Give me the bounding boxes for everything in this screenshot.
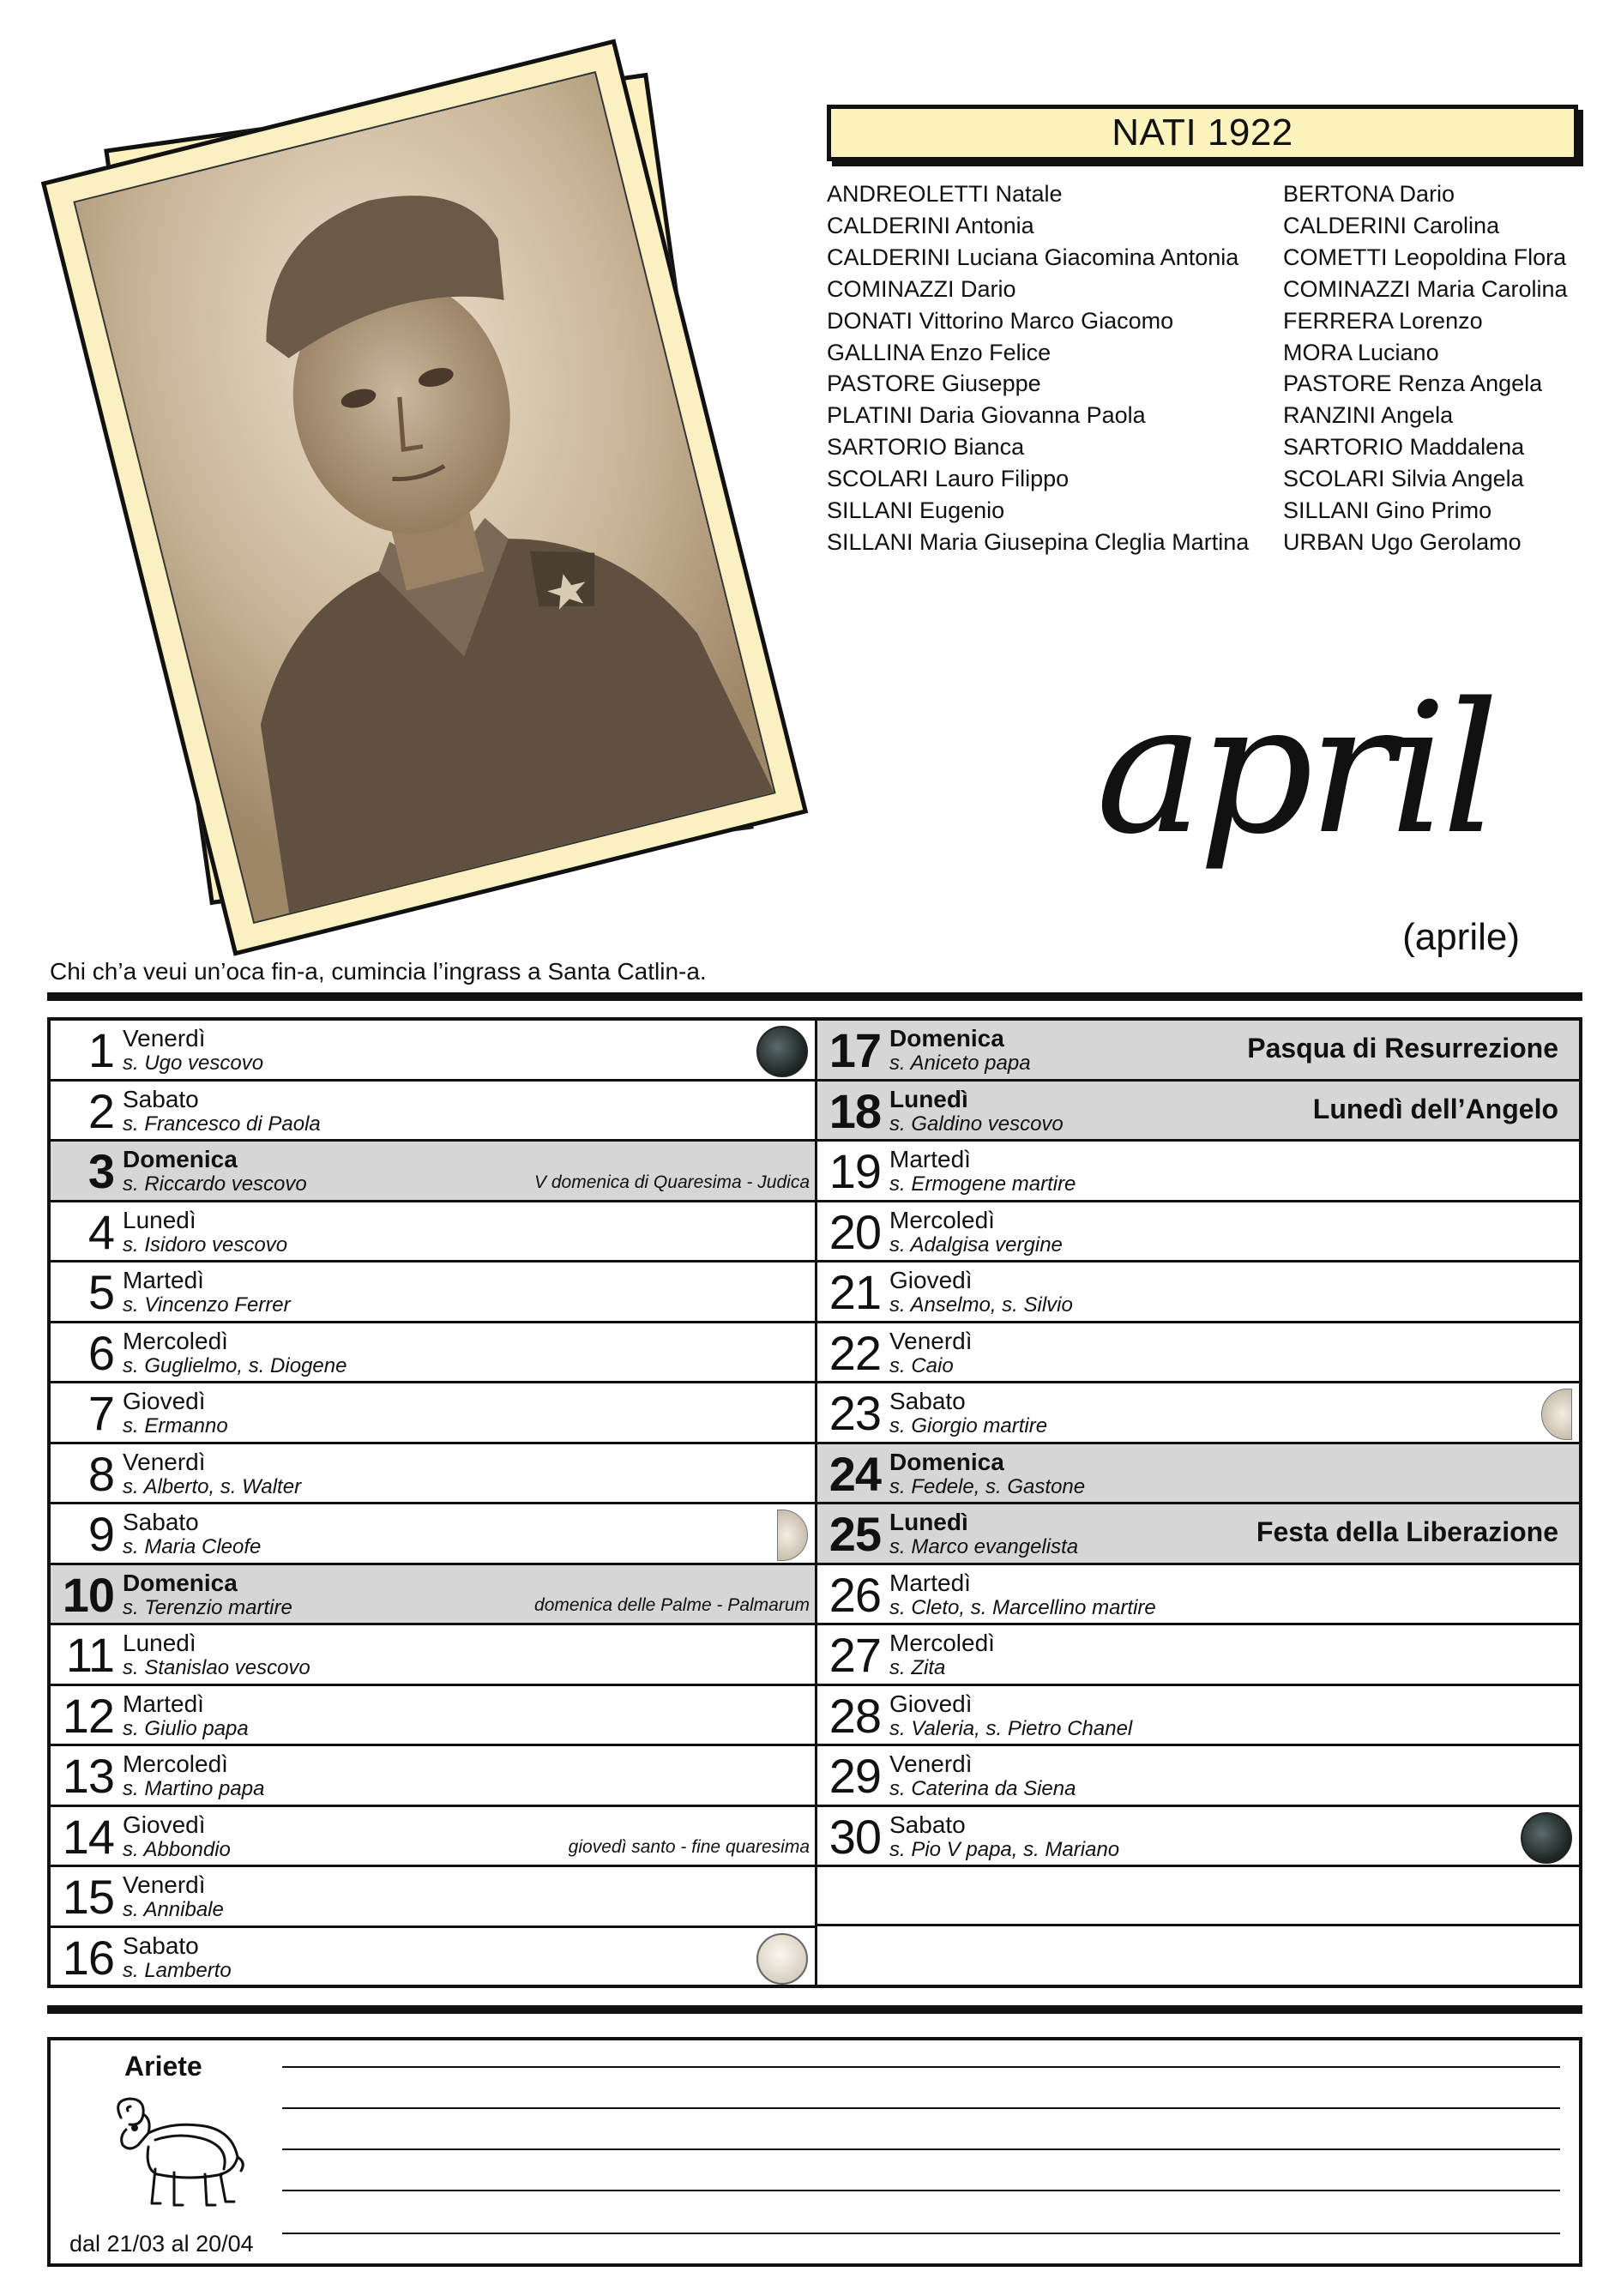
saint-name: s. Riccardo vescovo [123,1172,307,1196]
day-number: 27 [829,1628,881,1682]
weekday-name: Mercoledì [123,1751,228,1777]
portrait-image [73,71,775,924]
saint-name: s. Stanislao vescovo [123,1656,310,1679]
calendar-day-row [817,1021,1579,1082]
births-title: NATI 1922 [1112,111,1293,154]
calendar-day-row [817,1565,1579,1626]
saint-name: s. Pio V papa, s. Mariano [889,1837,1120,1861]
day-text [119,1867,224,1925]
day-text [886,1625,995,1684]
birth-name: GALLINA Enzo Felice [827,339,1052,365]
weekday-name: Giovedì [123,1388,206,1414]
day-text [119,1021,263,1079]
weekday-name: Sabato [889,1388,966,1414]
saint-name: s. Galdino vescovo [889,1112,1064,1136]
weekday-name: Venerdì [123,1025,206,1052]
calendar-day-row [51,1082,815,1142]
calendar-day-row [817,1746,1579,1807]
new-moon-icon [1521,1812,1572,1864]
weekday-name: Venerdì [889,1327,973,1354]
calendar-day-row [817,1807,1579,1868]
day-number: 10 [62,1567,114,1622]
holiday-name: Lunedì dell’Angelo [1312,1093,1558,1124]
births-column-left [827,178,1283,558]
last-quarter-moon-icon [1541,1389,1572,1440]
calendar-day-row [51,1323,815,1384]
calendar-column-left [51,1021,815,1985]
day-text [119,1323,346,1382]
day-text [886,1504,1078,1563]
day-text [119,1082,321,1140]
day-number: 30 [829,1809,881,1864]
calendar-day-row [51,1021,815,1082]
note-line [282,2107,1560,2109]
day-number: 22 [829,1325,881,1380]
day-text [886,1746,1076,1805]
day-text [886,1142,1076,1200]
day-text [886,1444,1085,1503]
calendar-day-row [51,1202,815,1263]
saint-name: s. Anselmo, s. Silvio [889,1293,1073,1317]
calendar-grid [47,1017,1582,1988]
birth-name: PASTORE Giuseppe [827,371,1041,397]
day-number: 13 [62,1749,114,1803]
birth-name: PLATINI Daria Giovanna Paola [827,402,1146,429]
calendar-day-row [51,1504,815,1565]
birth-name: CALDERINI Carolina [1283,212,1500,238]
calendar-day-row [817,1444,1579,1505]
calendar-day-row [51,1444,815,1505]
birth-name: RANZINI Angela [1283,402,1454,429]
birth-name: SARTORIO Bianca [827,434,1025,461]
day-text [886,1082,1064,1140]
saint-name: s. Aniceto papa [889,1052,1031,1075]
day-number: 24 [829,1446,881,1501]
weekday-name: Martedì [889,1569,971,1596]
day-number: 15 [62,1870,114,1924]
birth-name: CALDERINI Antonia [827,212,1034,238]
day-number: 5 [87,1265,114,1319]
day-number: 20 [829,1204,881,1259]
day-text [119,1262,291,1321]
note-line [282,2233,1560,2234]
calendar-day-row [51,1746,815,1807]
day-text [119,1746,264,1805]
day-text [119,1504,261,1563]
liturgical-note: domenica delle Palme - Palmarum [534,1595,810,1615]
day-number: 16 [62,1930,114,1985]
birth-name: ANDREOLETTI Natale [827,181,1063,207]
saint-name: s. Cleto, s. Marcellino martire [889,1595,1156,1619]
calendar-day-row [51,1928,815,1988]
soldier-portrait-illustration [75,73,774,921]
weekday-name: Sabato [123,1509,199,1535]
birth-name: SCOLARI Silvia Angela [1283,466,1524,492]
day-text [119,1202,287,1261]
calendar-day-row [817,1262,1579,1323]
day-text [119,1383,228,1442]
calendar-day-row [817,1504,1579,1565]
weekday-name: Sabato [123,1085,199,1112]
month-title: april [1095,664,1495,874]
calendar-day-row [51,1383,815,1444]
saint-name: s. Maria Cleofe [123,1535,262,1558]
day-number: 23 [829,1386,881,1440]
calendar-day-row [817,1142,1579,1202]
day-text [119,1444,301,1503]
saint-name: s. Terenzio martire [123,1595,292,1619]
note-line [282,2066,1560,2068]
saint-name: s. Adalgisa vergine [889,1232,1063,1256]
zodiac-date-range: dal 21/03 al 20/04 [69,2231,254,2257]
zodiac-notes-box [47,2037,1582,2267]
saint-name: s. Alberto, s. Walter [123,1474,302,1498]
birth-name: SILLANI Gino Primo [1283,497,1492,524]
births-list [827,178,1590,558]
day-text [886,1565,1156,1624]
day-text [119,1565,292,1624]
saint-name: s. Ermanno [123,1414,228,1437]
liturgical-note: V domenica di Quaresima - Judica [534,1172,810,1192]
weekday-name: Giovedì [889,1267,973,1293]
day-text [119,1686,249,1745]
ram-icon [104,2092,248,2212]
divider-bottom [47,2005,1582,2014]
saint-name: s. Valeria, s. Pietro Chanel [889,1716,1133,1740]
calendar-day-row [817,1323,1579,1384]
holiday-name: Festa della Liberazione [1256,1516,1558,1547]
saint-name: s. Abbondio [123,1837,231,1861]
day-number: 28 [829,1688,881,1743]
day-text [119,1807,231,1865]
day-text [886,1383,1047,1442]
day-number: 26 [829,1567,881,1622]
birth-name: MORA Luciano [1283,339,1439,365]
calendar-column-right [815,1021,1579,1985]
photo-stack [0,0,823,961]
birth-name: SILLANI Maria Giusepina Cleglia Martina [827,528,1250,555]
day-text [886,1021,1031,1079]
births-column-right [1283,178,1590,558]
saint-name: s. Caio [889,1353,954,1377]
calendar-empty-cell [817,1926,1579,1985]
weekday-name: Sabato [889,1811,966,1838]
calendar-empty-cell [817,1867,1579,1926]
weekday-name: Venerdì [889,1751,973,1777]
weekday-name: Giovedì [889,1690,973,1717]
day-text [886,1323,973,1382]
divider-top [47,992,1582,1001]
birth-name: COMINAZZI Maria Carolina [1283,275,1568,302]
day-text [119,1928,232,1988]
day-number: 2 [87,1083,114,1138]
day-number: 11 [65,1628,114,1682]
proverb: Chi ch’a veui un’oca fin-a, cumincia l’ingrass a Santa Catlin-a. [50,958,707,985]
weekday-name: Sabato [123,1931,199,1959]
month-subtitle: (aprile) [1402,916,1520,958]
weekday-name: Lunedì [123,1206,196,1233]
birth-name: FERRERA Lorenzo [1283,307,1483,334]
saint-name: s. Caterina da Siena [889,1777,1076,1800]
day-number: 9 [87,1507,114,1561]
calendar-day-row [51,1686,815,1747]
day-text [886,1202,1063,1261]
saint-name: s. Giorgio martire [889,1414,1048,1437]
saint-name: s. Giulio papa [123,1716,249,1740]
birth-name: SCOLARI Lauro Filippo [827,466,1070,492]
day-number: 21 [829,1265,881,1319]
calendar-day-row [817,1202,1579,1263]
saint-name: s. Martino papa [123,1777,265,1800]
weekday-name: Martedì [889,1146,971,1172]
calendar-day-row [817,1082,1579,1142]
liturgical-note: giovedì santo - fine quaresima [568,1837,810,1857]
day-number: 14 [62,1809,114,1864]
birth-name: COMETTI Leopoldina Flora [1283,244,1567,270]
saint-name: s. Fedele, s. Gastone [889,1474,1086,1498]
saint-name: s. Marco evangelista [889,1535,1079,1558]
weekday-name: Martedì [123,1690,204,1717]
weekday-name: Mercoledì [889,1206,995,1233]
day-number: 17 [829,1023,881,1077]
holiday-name: Pasqua di Resurrezione [1247,1033,1558,1064]
weekday-name: Lunedì [889,1085,968,1112]
weekday-name: Giovedì [123,1811,206,1838]
day-number: 4 [87,1204,114,1259]
calendar-day-row [51,1807,815,1868]
weekday-name: Mercoledì [123,1327,228,1354]
full-moon-icon [756,1933,808,1985]
calendar-day-row [817,1383,1579,1444]
birth-name: URBAN Ugo Gerolamo [1283,528,1522,555]
weekday-name: Venerdì [123,1871,206,1898]
day-number: 12 [62,1688,114,1743]
calendar-day-row [817,1625,1579,1686]
saint-name: s. Isidoro vescovo [123,1232,288,1256]
calendar-day-row [51,1625,815,1686]
saint-name: s. Ugo vescovo [123,1052,264,1075]
zodiac-sign-name: Ariete [124,2051,202,2082]
birth-name: SILLANI Eugenio [827,497,1005,524]
day-text [119,1625,310,1684]
calendar-day-row [817,1686,1579,1747]
weekday-name: Domenica [889,1448,1004,1475]
saint-name: s. Ermogene martire [889,1172,1076,1196]
calendar-day-row [51,1262,815,1323]
calendar-day-row [51,1867,815,1928]
day-text [886,1686,1132,1745]
new-moon-icon [756,1026,808,1077]
weekday-name: Domenica [889,1025,1004,1052]
calendar-day-row [51,1565,815,1626]
day-text [886,1807,1119,1865]
note-line [282,2190,1560,2191]
day-number: 1 [87,1023,114,1077]
saint-name: s. Francesco di Paola [123,1112,321,1136]
birth-name: CALDERINI Luciana Giacomina Antonia [827,244,1239,270]
weekday-name: Lunedì [889,1509,968,1535]
first-quarter-moon-icon [777,1510,808,1561]
weekday-name: Domenica [123,1569,238,1596]
weekday-name: Martedì [123,1267,204,1293]
day-number: 19 [829,1144,881,1198]
birth-name: SARTORIO Maddalena [1283,434,1525,461]
saint-name: s. Lamberto [123,1958,232,1982]
day-number: 18 [829,1083,881,1138]
day-number: 25 [829,1507,881,1561]
day-text [119,1142,307,1200]
day-text [886,1262,1073,1321]
day-number: 29 [829,1749,881,1803]
weekday-name: Venerdì [123,1448,206,1475]
vintage-portrait-photo [41,39,808,955]
note-line [282,2148,1560,2150]
day-number: 3 [87,1144,114,1198]
saint-name: s. Zita [889,1656,946,1679]
saint-name: s. Vincenzo Ferrer [123,1293,291,1317]
day-number: 7 [87,1386,114,1440]
calendar-day-row [51,1142,815,1202]
birth-name: PASTORE Renza Angela [1283,371,1543,397]
births-title-box [827,105,1578,161]
weekday-name: Mercoledì [889,1630,995,1656]
birth-name: DONATI Vittorino Marco Giacomo [827,307,1174,334]
saint-name: s. Guglielmo, s. Diogene [123,1353,347,1377]
saint-name: s. Annibale [123,1898,224,1921]
day-number: 8 [87,1446,114,1501]
weekday-name: Lunedì [123,1630,196,1656]
birth-name: COMINAZZI Dario [827,275,1016,302]
day-number: 6 [87,1325,114,1380]
birth-name: BERTONA Dario [1283,181,1455,207]
weekday-name: Domenica [123,1146,238,1172]
